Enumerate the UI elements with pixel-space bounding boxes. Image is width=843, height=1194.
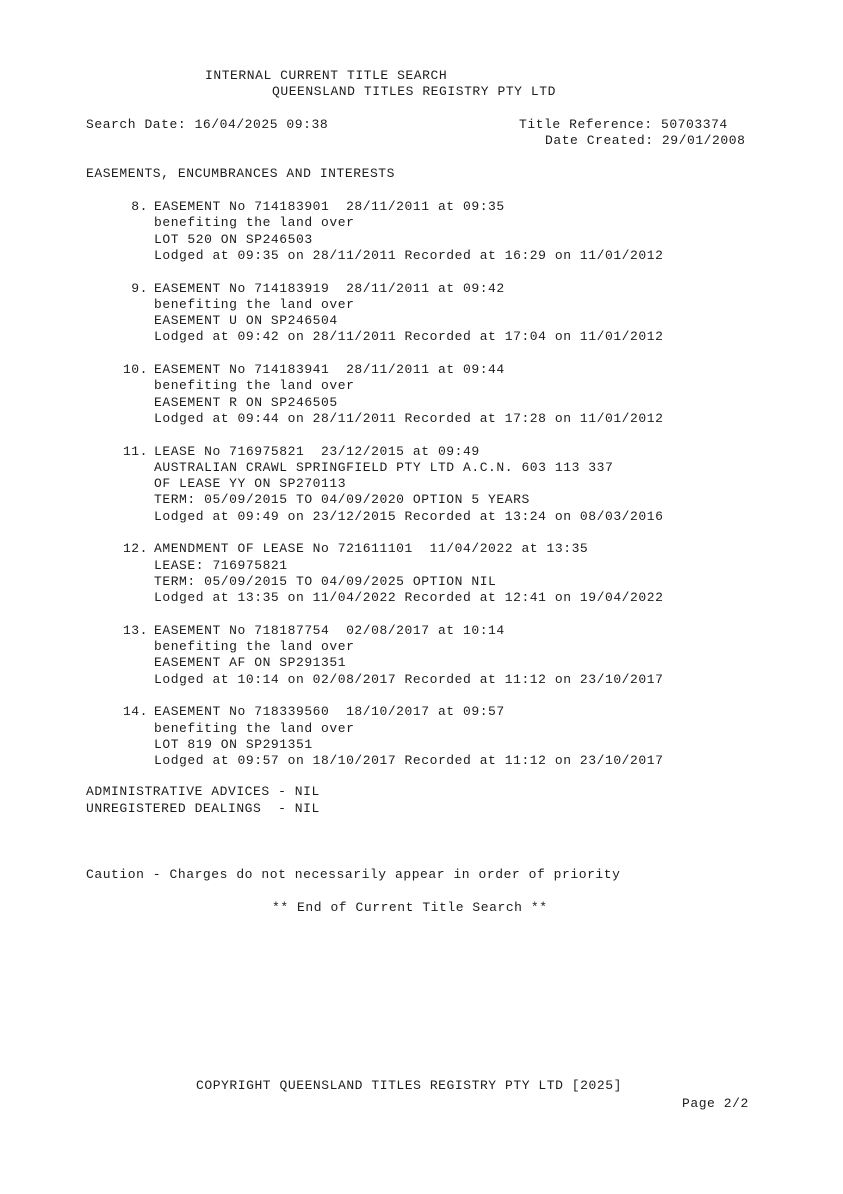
item-line: EASEMENT R ON SP246505 <box>154 394 338 410</box>
item-line: Lodged at 09:44 on 28/11/2011 Recorded at 17:28 on 11/01/2012 <box>154 410 664 426</box>
item-line: Lodged at 09:42 on 28/11/2011 Recorded at 17:04 on 11/01/2012 <box>154 329 664 345</box>
item-number: 10. <box>122 362 148 377</box>
header-title-line1: INTERNAL CURRENT TITLE SEARCH <box>205 68 448 83</box>
administrative-advices: ADMINISTRATIVE ADVICES - NIL <box>86 784 320 799</box>
title-reference: Title Reference: 50703374 <box>519 117 728 132</box>
item-line: LEASE No 716975821 23/12/2015 at 09:49 <box>154 443 480 459</box>
item-line: benefiting the land over <box>154 639 355 655</box>
item-line: EASEMENT No 718339560 18/10/2017 at 09:57 <box>154 704 505 720</box>
item-line: benefiting the land over <box>154 296 355 312</box>
end-of-search-marker: ** End of Current Title Search ** <box>272 900 548 915</box>
item-line: Lodged at 10:14 on 02/08/2017 Recorded at 11:12 on 23/10/2017 <box>154 671 664 687</box>
header-title-line2: QUEENSLAND TITLES REGISTRY PTY LTD <box>272 84 556 99</box>
item-line: OF LEASE YY ON SP270113 <box>154 476 347 492</box>
item-line: EASEMENT No 718187754 02/08/2017 at 10:14 <box>154 622 505 638</box>
item-line: EASEMENT No 714183919 28/11/2011 at 09:42 <box>154 280 505 296</box>
date-created: Date Created: 29/01/2008 <box>545 133 746 148</box>
unregistered-dealings: UNREGISTERED DEALINGS - NIL <box>86 801 320 816</box>
item-line: TERM: 05/09/2015 TO 04/09/2025 OPTION NIL <box>154 573 497 589</box>
item-line: benefiting the land over <box>154 378 355 394</box>
item-line: LEASE: 716975821 <box>154 557 288 573</box>
caution-note: Caution - Charges do not necessarily appear in order of priority <box>86 867 621 882</box>
item-number: 14. <box>122 704 148 720</box>
page-number: Page 2/2 <box>682 1096 749 1111</box>
item-line: Lodged at 09:57 on 18/10/2017 Recorded at 11:12 on 23/10/2017 <box>154 753 664 769</box>
item-line: Lodged at 09:49 on 23/12/2015 Recorded at 13:24 on 08/03/2016 <box>154 508 664 524</box>
item-line: benefiting the land over <box>154 720 355 736</box>
item-number: 12. <box>122 541 148 557</box>
item-line: EASEMENT U ON SP246504 <box>154 313 338 329</box>
item-line: AMENDMENT OF LEASE No 721611101 11/04/2022 at 13:35 <box>154 541 589 557</box>
item-line: LOT 520 ON SP246503 <box>154 231 313 247</box>
item-number: 13. <box>122 622 148 638</box>
item-line: EASEMENT No 714183901 28/11/2011 at 09:35 <box>154 199 505 214</box>
item-number: 8. <box>131 199 148 214</box>
section-heading: EASEMENTS, ENCUMBRANCES AND INTERESTS <box>86 166 395 181</box>
item-line: AUSTRALIAN CRAWL SPRINGFIELD PTY LTD A.C.N. 603 113 337 <box>154 459 614 475</box>
item-line: Lodged at 13:35 on 11/04/2022 Recorded at 12:41 on 19/04/2022 <box>154 590 664 606</box>
item-line: benefiting the land over <box>154 215 355 231</box>
search-date: Search Date: 16/04/2025 09:38 <box>86 117 329 132</box>
item-line: TERM: 05/09/2015 TO 04/09/2020 OPTION 5 YEARS <box>154 492 530 508</box>
item-line: LOT 819 ON SP291351 <box>154 736 313 752</box>
item-number: 9. <box>131 280 148 296</box>
copyright-footer: COPYRIGHT QUEENSLAND TITLES REGISTRY PTY LTD [2025] <box>196 1078 622 1093</box>
item-line: Lodged at 09:35 on 28/11/2011 Recorded at 16:29 on 11/01/2012 <box>154 247 664 263</box>
item-line: EASEMENT No 714183941 28/11/2011 at 09:44 <box>154 362 505 377</box>
item-number: 11. <box>122 443 148 459</box>
item-line: EASEMENT AF ON SP291351 <box>154 655 347 671</box>
